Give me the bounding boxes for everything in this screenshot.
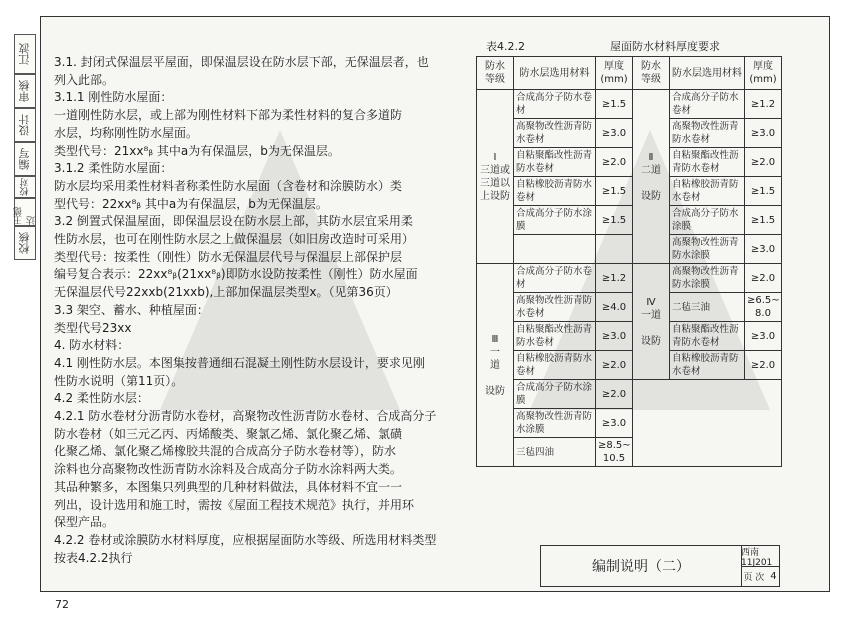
material-cell: 自粘聚酯改性沥青防水卷材 — [670, 322, 745, 351]
material-cell: 合成高分子防水涂膜 — [514, 380, 596, 409]
page-cell — [741, 566, 779, 586]
text-line: 列入此部。 — [54, 72, 115, 87]
table-row — [477, 90, 782, 119]
material-cell: 高聚物改性沥青防水卷材 — [514, 119, 596, 148]
material-cell: 高聚物改性沥青防水卷材 — [670, 119, 745, 148]
footer-page-number: 72 — [55, 598, 69, 611]
table-title: 屋面防水材料厚度要求 — [610, 40, 720, 53]
material-cell: 合成高分子防水卷材 — [514, 264, 596, 293]
grade-cell-I — [477, 90, 514, 264]
text-line: 按表4.2.2执行 — [54, 550, 133, 565]
material-cell: 合成高分子防水涂膜 — [514, 206, 596, 235]
grade-label: Ⅲ — [491, 333, 499, 345]
text-line: 4.2.1 防水卷材分沥青防水卷材，高聚物改性沥青防水卷材、合成高分子 — [54, 409, 437, 424]
text-line: 4.2 柔性防水层： — [54, 391, 149, 406]
thickness-cell: ≥3.0 — [745, 322, 782, 351]
material-cell: 自粘橡胶沥青防水卷材 — [514, 177, 596, 206]
thickness-cell: ≥4.0 — [596, 293, 633, 322]
table-row — [477, 235, 782, 264]
header-cell: 防水层选用材料 — [670, 57, 745, 90]
thickness-cell — [596, 235, 633, 264]
text-line: 4.2.2 卷材或涂膜防水材料厚度，应根据屋面防水等级、所选用材料类型 — [54, 532, 437, 547]
grade-label: Ⅳ — [646, 296, 656, 308]
grade-cell-III — [477, 264, 514, 467]
material-cell: 自粘聚酯改性沥青防水卷材 — [514, 322, 596, 351]
thickness-cell: ≥6.5~ 8.0 — [745, 293, 782, 322]
text-line: 型代号：22xx⁸ᵦ 其中a为有保温层，b为无保温层。 — [54, 196, 328, 211]
thickness-cell: ≥1.5 — [596, 177, 633, 206]
material-cell: 合成高分子防水卷材 — [514, 90, 596, 119]
text-line: 化聚乙烯、氯化聚乙烯橡胶共混的合成高分子防水卷材等），防水 — [54, 444, 397, 459]
table-row — [477, 322, 782, 351]
grade-note: 一道 设防 — [641, 309, 661, 347]
stamp-signature-2: 编写 — [14, 142, 36, 176]
page-label: 页 次 — [743, 572, 765, 583]
text-line: 无保温层代号22xxb(21xxb),上部加保温层类型x。（见第36页） — [54, 285, 398, 300]
header-cell: 厚度 (mm) — [745, 57, 782, 90]
empty-cell — [633, 380, 782, 467]
stamp-review: 审核 — [14, 74, 36, 108]
page-number: 4 — [770, 570, 777, 582]
material-cell: 合成高分子防水涂膜 — [670, 206, 745, 235]
text-line: 3.3 架空、蓄水、种植屋面： — [54, 302, 209, 317]
text-line: 3.1.1 刚性防水屋面： — [54, 90, 173, 105]
thickness-cell: ≥2.0 — [745, 148, 782, 177]
thickness-cell: ≥2.0 — [596, 148, 633, 177]
text-line: 3.1.2 柔性防水屋面： — [54, 161, 173, 176]
thickness-cell: ≥1.2 — [596, 264, 633, 293]
grade-cell-IV — [633, 264, 670, 380]
text-line: 其品种繁多，本图集只列典型的几种材料做法，具体材料不宜一一 — [54, 479, 403, 494]
sheet-title: 编制说明（二） — [541, 546, 742, 586]
text-line: 水层，均称刚性防水屋面。 — [54, 125, 199, 140]
thickness-cell: ≥3.0 — [596, 322, 633, 351]
material-cell: 高聚物改性沥青防水涂膜 — [514, 409, 596, 438]
thickness-cell: ≥1.5 — [596, 90, 633, 119]
table-row — [477, 177, 782, 206]
text-line: 类型代号：按柔性（刚性）防水无保温层代号与保温层上部保护层 — [54, 249, 403, 264]
grade-cell-II — [633, 90, 670, 264]
text-line: 列出，设计选用和施工时，需按《屋面工程技术规范》执行，并用环 — [54, 497, 415, 512]
stamp-proofread: 校核 — [14, 226, 36, 260]
header-cell: 防水层选用材料 — [514, 57, 596, 90]
title-block — [540, 545, 780, 587]
thickness-cell: ≥3.0 — [745, 119, 782, 148]
thickness-cell: ≥2.0 — [596, 380, 633, 409]
thickness-cell: ≥3.0 — [596, 119, 633, 148]
material-cell: 二毡三油 — [670, 293, 745, 322]
text-line: 4.1 刚性防水层。本图集按普通细石混凝土刚性防水层设计，要求见刚 — [54, 355, 425, 370]
thickness-cell: ≥3.0 — [596, 409, 633, 438]
table-row — [477, 380, 782, 409]
grade-label: Ⅰ — [493, 151, 497, 163]
thickness-cell: ≥3.0 — [745, 235, 782, 264]
explanation-text — [54, 54, 459, 567]
grade-note: 三道或 三道以 上设防 — [480, 164, 510, 202]
table-row — [477, 293, 782, 322]
material-cell: 自粘橡胶沥青防水卷材 — [514, 351, 596, 380]
material-cell: 高聚物改性沥青防水卷材 — [514, 293, 596, 322]
grade-note: 一 道 设防 — [485, 346, 505, 397]
thickness-cell: ≥1.5 — [745, 177, 782, 206]
stamp-design: 设计 — [14, 108, 36, 142]
table-row — [477, 119, 782, 148]
material-cell — [514, 235, 596, 264]
material-cell: 合成高分子防水卷材 — [670, 90, 745, 119]
material-cell: 自粘聚酯改性沥青防水卷材 — [670, 148, 745, 177]
table-row — [477, 206, 782, 235]
thickness-cell: ≥2.0 — [596, 351, 633, 380]
text-line: 一道刚性防水层，或上部为刚性材料下部为柔性材料的复合多道防 — [54, 108, 403, 123]
text-line: 防水卷材（如三元乙丙、丙烯酸类、聚氯乙烯、氯化聚乙烯、氯磺 — [54, 426, 403, 441]
thickness-cell: ≥2.0 — [745, 264, 782, 293]
stamp-check: 校对 — [14, 176, 36, 198]
thickness-cell: ≥1.5 — [596, 206, 633, 235]
text-line: 性防水层，也可在刚性防水层之上做保温层（如旧房改造时可采用） — [54, 232, 415, 247]
text-line: 性防水说明（第11页）。 — [54, 373, 184, 388]
thickness-cell: ≥8.5~ 10.5 — [596, 438, 633, 467]
material-thickness-table — [476, 56, 782, 467]
grade-note: 二道 设防 — [641, 164, 661, 202]
stamp-signature-1: 江波 — [14, 34, 36, 74]
table-row — [477, 148, 782, 177]
header-cell: 防水 等级 — [633, 57, 670, 90]
text-line: 4. 防水材料： — [54, 338, 130, 353]
text-line: 类型代号：21xx⁸ᵦ 其中a为有保温层，b为无保温层。 — [54, 143, 340, 158]
table-row — [477, 264, 782, 293]
material-cell: 自粘橡胶沥青防水卷材 — [670, 177, 745, 206]
stamp-signature-3: 王德达 — [14, 198, 36, 226]
text-line: 编号复合表示：22xx⁸ᵦ(21xx⁸ᵦ)即防水设防按柔性（刚性）防水屋面 — [54, 267, 418, 282]
text-line: 3.2 倒置式保温屋面，即保温层设在防水层上部，其防水层宜采用柔 — [54, 214, 413, 229]
header-cell: 防水 等级 — [477, 57, 514, 90]
material-cell: 三毡四油 — [514, 438, 596, 467]
table-caption: 表4.2.2 — [486, 40, 525, 53]
table-header-row — [477, 57, 782, 90]
text-line: 防水层均采用柔性材料者称柔性防水屋面（含卷材和涂膜防水）类 — [54, 178, 403, 193]
material-cell: 自粘橡胶沥青防水卷材 — [670, 351, 745, 380]
text-line: 保型产品。 — [54, 515, 115, 530]
grade-label: Ⅱ — [648, 151, 654, 163]
material-cell: 高聚物改性沥青防水涂膜 — [670, 264, 745, 293]
thickness-cell: ≥2.0 — [745, 351, 782, 380]
thickness-cell: ≥1.5 — [745, 206, 782, 235]
atlas-number: 西南11J201 — [741, 546, 779, 567]
header-cell: 厚度 (mm) — [596, 57, 633, 90]
text-line: 涂料也分高聚物改性沥青防水涂料及合成高分子防水涂料两大类。 — [54, 462, 403, 477]
thickness-cell: ≥1.2 — [745, 90, 782, 119]
material-cell: 自粘聚酯改性沥青防水卷材 — [514, 148, 596, 177]
material-cell: 高聚物改性沥青防水涂膜 — [670, 235, 745, 264]
table-row — [477, 351, 782, 380]
text-line: 3.1. 封闭式保温层平屋面，即保温层设在防水层下部，无保温层者，也 — [54, 55, 429, 69]
text-line: 类型代号23xx — [54, 320, 132, 335]
